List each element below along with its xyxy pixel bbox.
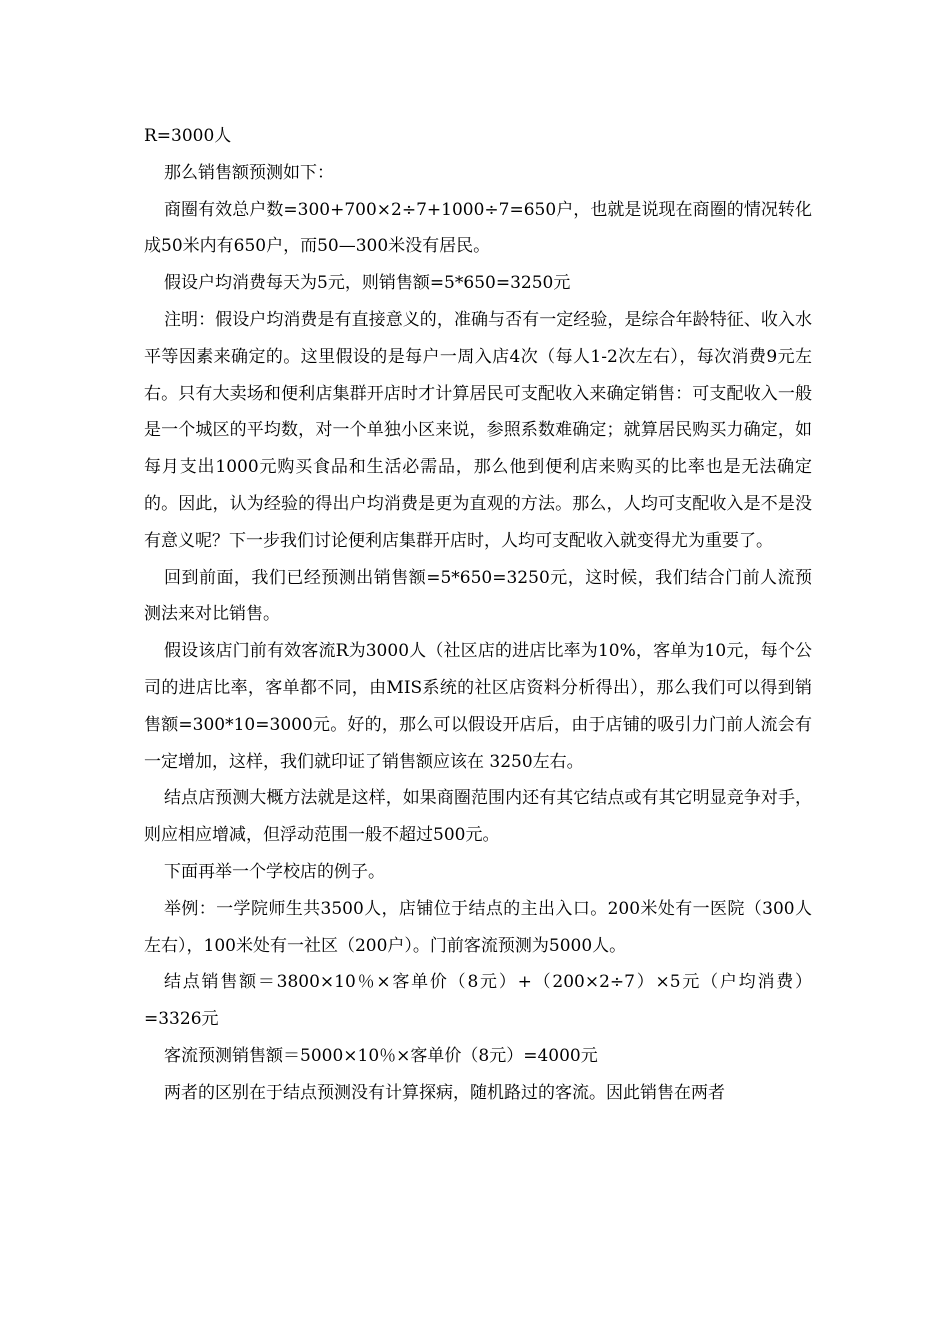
paragraph-difference: 两者的区别在于结点预测没有计算探病，随机路过的客流。因此销售在两者 [164, 1082, 725, 1103]
paragraph-school-example-intro: 下面再举一个学校店的例子。 [164, 861, 385, 882]
paragraph-r-value: R=3000人 [144, 126, 232, 146]
paragraph-household-spending: 假设户均消费每天为5元，则销售额=5*650=3250元 [164, 273, 571, 294]
document-page [144, 118, 812, 1112]
paragraph-node-store-method: 结点店预测大概方法就是这样，如果商圈范围内还有其它结点或有其它明显竞争对手，则应相应增减，但浮动范围一般不超过500元。 [144, 788, 812, 846]
paragraph-school-example: 举例：一学院师生共3500人，店铺位于结点的主出入口。200米处有一医院（300人左右），100米处有一社区（200户）。门前客流预测为5000人。 [144, 898, 812, 956]
paragraph-effective-households: 商圈有效总户数=300+700×2÷7+1000÷7=650户，也就是说现在商圈的情况转化成50米内有650户，而50—300米没有居民。 [144, 199, 812, 257]
paragraph-compare-foot-traffic: 回到前面，我们已经预测出销售额=5*650=3250元，这时候，我们结合门前人流预测法来对比销售。 [144, 567, 812, 625]
paragraph-node-sales-formula: 结点销售额＝3800×10％×客单价（8元）+（200×2÷7）×5元（户均消费）=3326元 [144, 972, 812, 1030]
paragraph-traffic-sales-formula: 客流预测销售额＝5000×10％×客单价（8元）=4000元 [164, 1045, 598, 1066]
paragraph-forecast-intro: 那么销售额预测如下： [164, 162, 334, 183]
paragraph-foot-traffic-assumption: 假设该店门前有效客流R为3000人（社区店的进店比率为10%，客单为10元，每个公司的进店比率，客单都不同，由MIS系统的社区店资料分析得出），那么我们可以得到销售额=300*10=3000元。好的，那么可以假设开店后，由于店铺的吸引力门前人流会有一定增加，这样，我们就印证了销售额应该在 3250左右。 [144, 641, 812, 772]
paragraph-note: 注明：假设户均消费是有直接意义的，准确与否有一定经验，是综合年龄特征、收入水平等因素来确定的。这里假设的是每户一周入店4次（每人1-2次左右），每次消费9元左右。只有大卖场和便利店集群开店时才计算居民可支配收入来确定销售：可支配收入一般是一个城区的平均数，对一个单独小区来说，参照系数难确定；就算居民购买力确定，如每月支出1000元购买食品和生活必需品，那么他到便利店来购买的比率也是无法确定的。因此，认为经验的得出户均消费是更为直观的方法。那么，人均可支配收入是不是没有意义呢？下一步我们讨论便利店集群开店时，人均可支配收入就变得尤为重要了。 [144, 309, 812, 551]
